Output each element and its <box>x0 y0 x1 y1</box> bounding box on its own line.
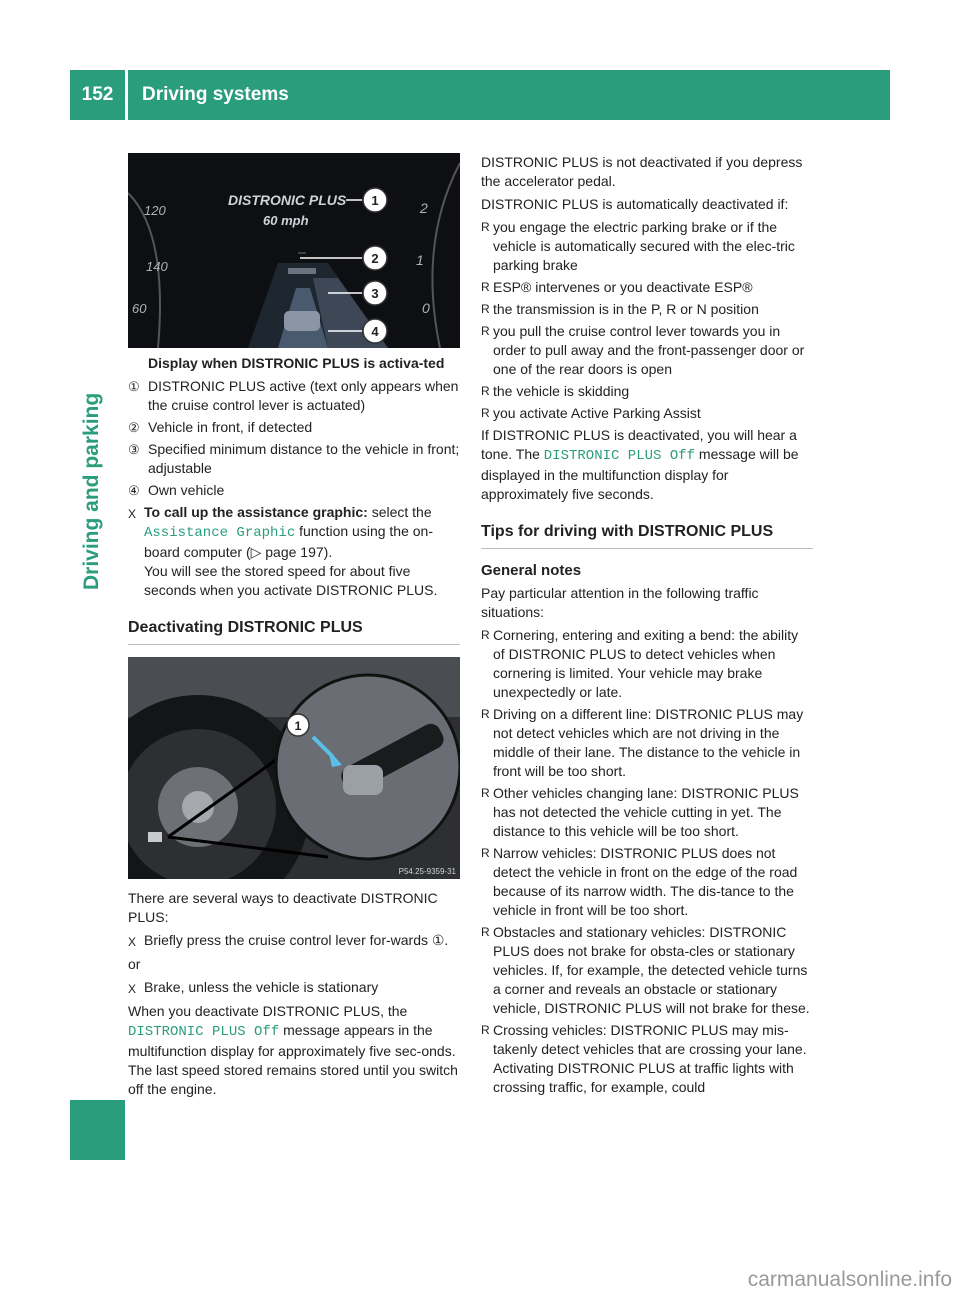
display-message-off: DISTRONIC PLUS Off <box>543 448 696 464</box>
menu-function-assistance-graphic: Assistance Graphic <box>144 525 296 541</box>
display-speed: 60 mph <box>263 213 309 228</box>
tick-label: 60 <box>132 301 147 316</box>
bullet-icon: R <box>481 324 490 338</box>
lever-callout: 1 <box>294 719 302 733</box>
list-item-text: you activate Active Parking Assist <box>493 405 701 421</box>
bullet-icon: R <box>481 406 490 420</box>
left-column <box>128 153 460 1103</box>
paragraph-text: When you deactivate DISTRONIC PLUS, the <box>128 1003 408 1019</box>
arrow-icon: X <box>128 507 137 521</box>
figure-caption: Display when DISTRONIC PLUS is activa-ted <box>148 355 445 371</box>
callout-3: 3 <box>371 286 379 301</box>
tick-label: 0 <box>422 300 430 316</box>
list-item-text: Crossing vehicles: DISTRONIC PLUS may mis-takenly detect vehicles that are crossing your lane. Activating DISTRONIC PLUS at traffic lights with crossing traffic, for example, could <box>493 1022 807 1095</box>
list-item <box>481 404 813 423</box>
figure-code: P54.25-9359-31 <box>398 867 456 876</box>
arrow-icon: X <box>128 982 137 996</box>
page-number: 152 <box>81 84 114 105</box>
list-item-text: Narrow vehicles: DISTRONIC PLUS does not detect the vehicle in front on the edge of the road because of its narrow width. The dis-tance to the vehicle in front will be too short. <box>493 845 798 918</box>
legend-text: Specified minimum distance to the vehicle in front; adjustable <box>148 441 460 476</box>
paragraph <box>481 426 813 504</box>
heading-deactivating: Deactivating DISTRONIC PLUS <box>128 618 460 645</box>
bullet-icon: R <box>481 1023 490 1037</box>
paragraph-text: If DISTRONIC PLUS is deactivated, you will hear a tone. The <box>481 427 797 462</box>
paragraph: DISTRONIC PLUS is not deactivated if you depress the accelerator pedal. <box>481 154 803 189</box>
instruction-text: function using the on-board computer (▷ page 197). <box>144 523 433 560</box>
list-item <box>481 322 813 379</box>
bullet-icon: R <box>481 707 490 721</box>
cruise-lever-figure <box>128 657 460 879</box>
list-item <box>481 705 813 781</box>
list-item-text: the transmission is in the P, R or N position <box>493 301 759 317</box>
legend-item <box>128 481 460 500</box>
distronic-display-figure <box>128 153 460 348</box>
list-item <box>481 300 813 319</box>
callout-2: 2 <box>371 251 379 266</box>
list-item-text: Obstacles and stationary vehicles: DISTRONIC PLUS does not brake for obsta-cles or stationary vehicles. If, for example, the detected vehicle turns a corner and reveals an obstacle or stationary vehicle, DISTRONIC PLUS will not brake for these. <box>493 924 810 1016</box>
list-item-text: Other vehicles changing lane: DISTRONIC PLUS has not detected the vehicle cutting in yet. The distance to this vehicle will be too short. <box>493 785 799 839</box>
paragraph-text: message appears in the multifunction display for approximately five sec-onds. The last speed stored remains stored until you switch off the engine. <box>128 1022 458 1097</box>
tick-label: 140 <box>146 259 168 274</box>
bullet-icon: R <box>481 846 490 860</box>
legend-item <box>128 440 460 478</box>
instruction-text: Briefly press the cruise control lever for-wards ①. <box>144 932 449 948</box>
callout-1: 1 <box>371 193 379 208</box>
list-item <box>481 278 813 297</box>
list-item-text: you engage the electric parking brake or if the vehicle is automatically secured with the elec-tric parking brake <box>493 219 795 273</box>
heading-tips: Tips for driving with DISTRONIC PLUS <box>481 522 813 549</box>
side-tab <box>70 120 125 1160</box>
instruction-step <box>128 978 460 999</box>
subheading-general-notes: General notes <box>481 562 582 579</box>
display-message-off: DISTRONIC PLUS Off <box>128 1024 280 1040</box>
right-column <box>481 153 813 1100</box>
list-item <box>481 923 813 1018</box>
deactivate-paragraph <box>128 1002 460 1099</box>
bullet-icon: R <box>481 384 490 398</box>
deactivate-intro: There are several ways to deactivate DISTRONIC PLUS: <box>128 890 438 925</box>
tick-label: 120 <box>144 203 166 218</box>
bullet-icon: R <box>481 628 490 642</box>
instruction-bold: To call up the assistance graphic: <box>144 504 368 520</box>
arrow-icon: X <box>128 935 137 949</box>
legend-number: ② <box>128 420 140 435</box>
instruction-text: select the <box>371 504 432 520</box>
legend-number: ③ <box>128 442 140 457</box>
tick-label: 1 <box>416 252 424 268</box>
page-header <box>70 70 890 120</box>
list-item <box>481 1021 813 1097</box>
list-item <box>481 844 813 920</box>
header-divider <box>125 70 128 120</box>
instruction-step <box>128 931 460 952</box>
side-tab-label: Driving and parking <box>80 392 103 590</box>
callout-4: 4 <box>371 324 379 339</box>
list-item-text: ESP® intervenes or you deactivate ESP® <box>493 279 753 295</box>
tick-label: 2 <box>420 200 428 216</box>
legend-item <box>128 418 460 437</box>
list-item <box>481 784 813 841</box>
list-item-text: Driving on a different line: DISTRONIC PLUS may not detect vehicles which are not driving in the middle of their lane. The distance to the vehicle in front will be too short. <box>493 706 804 779</box>
legend-text: Vehicle in front, if detected <box>148 419 313 435</box>
paragraph: DISTRONIC PLUS is automatically deactivated if: <box>481 196 789 212</box>
list-item-text: the vehicle is skidding <box>493 383 630 399</box>
or-text: or <box>128 956 141 972</box>
instruction-step <box>128 503 460 600</box>
list-item <box>481 218 813 275</box>
list-item-text: Cornering, entering and exiting a bend: the ability of DISTRONIC PLUS to detect vehicles when cornering is limited. Your vehicle may brake unexpectedly or late. <box>493 627 799 700</box>
bullet-icon: R <box>481 302 490 316</box>
bullet-icon: R <box>481 786 490 800</box>
bullet-icon: R <box>481 280 490 294</box>
bullet-icon: R <box>481 220 490 234</box>
instruction-text: You will see the stored speed for about five seconds when you activate DISTRONIC PLUS. <box>144 563 438 598</box>
legend-item <box>128 377 460 415</box>
legend-number: ① <box>128 379 140 394</box>
bullet-icon: R <box>481 925 490 939</box>
list-item-text: you pull the cruise control lever towards you in order to pull away and the front-passenger door or one of the rear doors is open <box>493 323 805 377</box>
legend-text: DISTRONIC PLUS active (text only appears when the cruise control lever is actuated) <box>148 378 459 413</box>
watermark: carmanualsonline.info <box>747 1268 952 1291</box>
legend-text: Own vehicle <box>148 482 225 498</box>
display-title: DISTRONIC PLUS <box>228 192 347 208</box>
legend-number: ④ <box>128 483 140 498</box>
side-tab-block <box>70 1100 125 1160</box>
list-item <box>481 626 813 702</box>
list-item <box>481 382 813 401</box>
section-title: Driving systems <box>142 84 289 105</box>
paragraph: Pay particular attention in the following traffic situations: <box>481 585 759 620</box>
paragraph-text: message will be displayed in the multifunction display for approximately five seconds. <box>481 446 799 502</box>
instruction-text: Brake, unless the vehicle is stationary <box>144 979 379 995</box>
